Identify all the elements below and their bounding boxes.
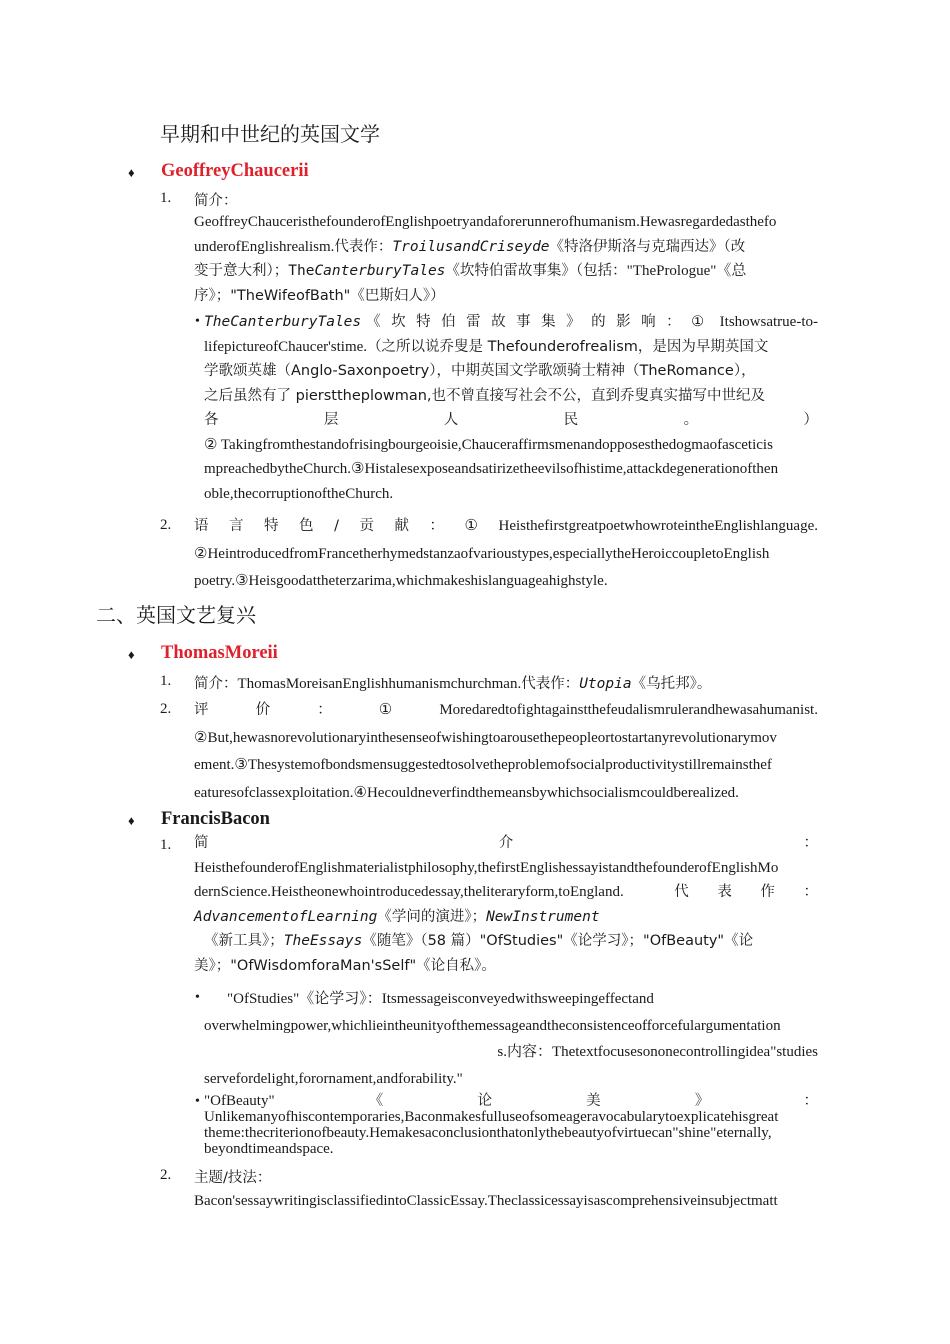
text-span: 《乌托邦》。	[631, 676, 712, 692]
list-number: 2.	[160, 517, 172, 533]
text-line	[204, 1093, 818, 1109]
text-line: oble,thecorruptionoftheChurch.	[204, 485, 394, 502]
text-span: 代表作：	[334, 238, 393, 255]
work-title: CanterburyTales	[314, 263, 446, 279]
text-line: theme:thecriterionofbeauty.Hemakesaconclusionthatonlythebeautyofvirtuecan"shine"eternally,	[204, 1125, 772, 1141]
diamond-bullet-icon: ♦	[128, 647, 135, 662]
text-span: 《	[368, 1093, 384, 1109]
diamond-bullet-icon: ♦	[128, 165, 135, 180]
text-line: poetry.③Heisgoodattheterzarima,whichmakeshislanguageahighstyle.	[194, 573, 608, 589]
text-line: eaturesofclassexploitation.④Hecouldneverfindthemeansbywhichsocialismcouldberealized.	[194, 784, 739, 801]
text-span: HeisthefirstgreatpoetwhowroteintheEnglishlanguage.	[498, 518, 818, 534]
text-span: 语	[194, 518, 209, 534]
text-span: 美	[586, 1093, 601, 1109]
text-line	[194, 697, 818, 725]
sub-bullet-icon: •	[195, 990, 200, 1005]
author-heading-chaucer: GeoffreyChaucerii	[161, 161, 309, 181]
work-title: NewInstrument	[486, 908, 600, 925]
text-line: ②HeintroducedfromFrancetherhymedstanzaofvarioustypes,especiallytheHeroiccoupletoEnglish	[194, 545, 770, 562]
text-span: dernScience.Heistheonewhointroducedessay,theliteraryform,toEngland.	[194, 884, 624, 900]
text-line: Unlikemanyofhiscontemporaries,Baconmakesfulluseofsomeageravocabularytoexplicatehisgreat	[204, 1109, 779, 1125]
text-line: ② Takingfromthestandofrisingbourgeoisie,Chauceraffirmsmenandopposesthedogmaofasceticis	[204, 436, 773, 453]
text-span: 民	[563, 412, 579, 428]
text-span: lifepictureofChaucer'stime.	[204, 338, 368, 355]
chaucer-intro-paragraph	[194, 210, 818, 308]
text-span: 代表作：	[521, 676, 580, 692]
text-line	[204, 310, 818, 335]
work-title: TheEssays	[283, 933, 363, 949]
text-line	[204, 408, 818, 433]
text-line	[194, 880, 818, 905]
text-span: 代	[674, 884, 689, 900]
more-intro-line	[194, 672, 711, 693]
text-line: s.内容：Thetextfocusesononecontrollingidea"studies	[497, 1044, 818, 1060]
author-heading-bacon: FrancisBacon	[161, 809, 270, 829]
text-line: 序》；"TheWifeofBath"《巴斯妇人》）	[194, 287, 445, 304]
of-studies-paragraph	[204, 986, 818, 1092]
list-number: 1.	[160, 190, 172, 206]
text-span: 《坎特伯雷故事集》（包括：	[445, 263, 627, 279]
text-span: Itshowsatrue-to-	[719, 314, 818, 330]
text-span: 《学问的演进》；	[377, 908, 487, 925]
list-number: 1.	[160, 673, 172, 689]
text-line	[194, 929, 818, 954]
text-line	[194, 513, 818, 541]
text-line: "OfStudies"《论学习》：Itsmessageisconveyedwithsweepingeffectand	[227, 991, 654, 1007]
text-span: ：	[317, 702, 332, 718]
text-span: 言	[229, 518, 244, 534]
list-number: 2.	[160, 1167, 172, 1183]
text-span: 表	[717, 884, 732, 900]
text-span: 献	[394, 518, 409, 534]
work-title: Utopia	[579, 676, 632, 692]
text-span: 《特洛伊斯洛与克瑞西达》（改	[549, 238, 746, 255]
text-line	[204, 335, 818, 360]
of-beauty-paragraph	[204, 1093, 818, 1157]
text-span: ThomasMoreisanEnglishhumanismchurchman.	[237, 676, 522, 692]
text-span: ①	[464, 518, 478, 534]
text-line	[194, 259, 818, 284]
text-span: ①	[378, 702, 393, 718]
text-line: overwhelmingpower,whichlieintheunityofthemessageandtheconsistenceofforcefulargumentation	[204, 1017, 781, 1034]
section-heading-renaissance: 二、英国文艺复兴	[96, 603, 256, 627]
text-line: mpreachedbytheChurch.③Histalesexposeandsatirizetheevilsofhistime,attackdegenerationofthen	[204, 461, 779, 477]
text-span: 特	[264, 518, 279, 534]
text-span: 简	[194, 835, 209, 851]
text-span: 《随笔》（58 篇）"OfStudies"《论学习》；"OfBeauty"《论	[362, 933, 754, 949]
text-line: 学歌颂英雄（Anglo-Saxonpoetry），中期英国文学歌颂骑士精神（TheRomance），	[204, 363, 756, 379]
text-span: Moredaredtofightagainstthefeudalismrulerandhewasahumanist.	[439, 702, 818, 718]
text-span: underofEnglishrealism.	[194, 238, 335, 255]
text-span: 各	[204, 412, 219, 428]
text-span: ：	[429, 518, 444, 534]
diamond-bullet-icon: ♦	[128, 813, 135, 828]
text-span: /	[334, 518, 339, 534]
text-span: 评	[194, 702, 209, 718]
text-span: 变于意大利）；	[194, 263, 289, 279]
item-label-intro: 简介：	[194, 676, 238, 692]
text-span: 层	[323, 412, 339, 428]
item-label-theme: 主题/技法：	[194, 1170, 272, 1186]
text-span: 。	[683, 412, 699, 428]
sub-bullet-icon: •	[195, 1094, 200, 1109]
text-span: ：	[803, 884, 818, 900]
text-span: 论	[477, 1093, 492, 1109]
text-span: 人	[443, 412, 459, 428]
text-line: 美》；"OfWisdomforaMan'sSelf"《论自私》。	[194, 957, 496, 974]
author-heading-more: ThomasMoreii	[161, 643, 278, 663]
text-span: ：	[803, 835, 818, 851]
text-line: beyondtimeandspace.	[204, 1141, 334, 1157]
section-heading-early-medieval: 早期和中世纪的英国文学	[160, 122, 380, 146]
bacon-intro-paragraph	[194, 831, 818, 978]
text-line	[194, 905, 818, 930]
text-line: HeisthefounderofEnglishmaterialistphilosophy,thefirstEnglishessayistandthefounderofEnglishMo	[194, 859, 779, 876]
language-features-paragraph	[194, 513, 818, 596]
text-span: "ThePrologue"《总	[626, 263, 747, 279]
text-line	[194, 831, 818, 856]
text-line: Bacon'sessaywritingisclassifiedintoClassicEssay.Theclassicessayisascomprehensiveinsubjectmatt	[194, 1193, 778, 1209]
work-title: AdvancementofLearning	[194, 908, 378, 925]
text-span: （之所以说乔叟是 Thefounderofrealism，是因为早期英国文	[367, 338, 769, 355]
text-span: 贡	[359, 518, 374, 534]
text-span: The	[288, 263, 315, 279]
list-number: 1.	[160, 837, 172, 853]
text-line: ement.③Thesystemofbondsmensuggestedtosolvetheproblemofsocialproductivitystillremainsthef	[194, 757, 772, 773]
text-span: ：	[803, 1093, 818, 1109]
more-evaluation-paragraph	[194, 697, 818, 807]
text-line: ②But,hewasnorevolutionaryinthesenseofwishingtoarousethepeopleortostartanyrevolutionarymov	[194, 729, 777, 746]
text-line: 之后虽然有了 piersttheplowman,也不曾直接写社会不公，直到乔叟真实描写中世纪及	[204, 387, 766, 404]
work-title: TheCanterburyTales	[204, 314, 362, 330]
list-number: 2.	[160, 701, 172, 717]
text-line: servefordelight,forornament,andforability."	[204, 1070, 463, 1087]
canterbury-influence-paragraph	[204, 310, 818, 506]
work-title: TroilusandCriseyde	[392, 238, 550, 255]
sub-bullet-icon: •	[195, 314, 200, 329]
text-span: 介	[498, 835, 514, 851]
item-label-intro: 简介：	[194, 193, 238, 209]
text-span: 价	[255, 702, 271, 718]
text-line: GeoffreyChauceristhefounderofEnglishpoetryandaforerunnerofhumanism.Hewasregardedasthefo	[194, 214, 777, 230]
text-span: 作	[760, 884, 775, 900]
text-span: ）	[803, 412, 818, 428]
text-line	[194, 235, 818, 260]
text-span: 《坎特伯雷故事集》的影响：①	[366, 314, 715, 330]
text-span: 色	[299, 518, 314, 534]
text-span: "OfBeauty"	[204, 1093, 275, 1109]
text-span: 《新工具》；	[204, 933, 284, 949]
text-span: 》	[694, 1093, 710, 1109]
